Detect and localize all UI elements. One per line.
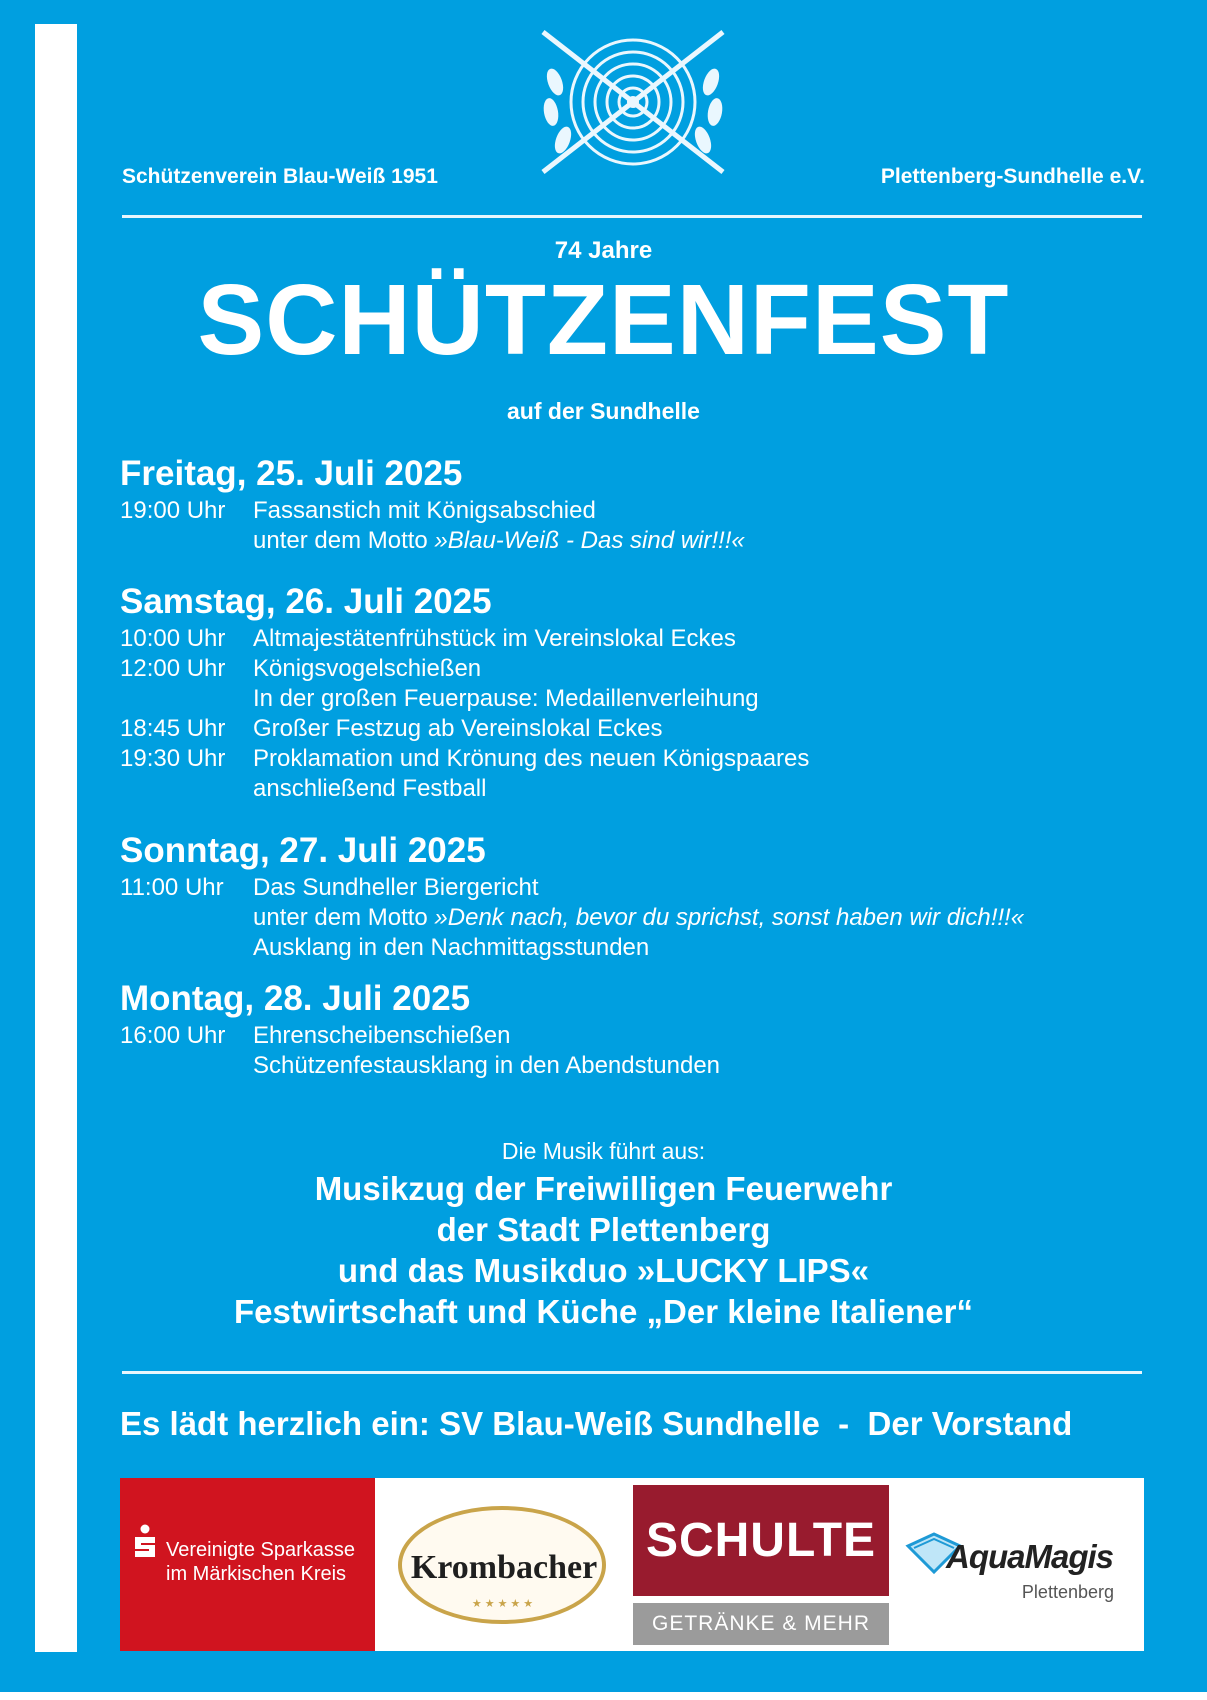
event-row [120,774,809,804]
event-text: Ehrenscheibenschießen [253,1022,511,1049]
shooting-emblem-icon [533,22,733,182]
event-row [120,1051,720,1081]
event-time [120,774,253,804]
krombacher-stars: ★★★★★ [471,1598,537,1610]
event-text: Das Sundheller Biergericht [253,874,539,901]
event-time: 11:00 Uhr [120,874,224,901]
event-text: Altmajestätenfrühstück im Vereinslokal Eckes [253,625,736,652]
event-row [120,714,809,744]
event-time: 10:00 Uhr [120,625,226,652]
day-title: Samstag, 26. Juli 2025 [120,582,492,621]
event-time [120,526,253,556]
sparkasse-line2: im Märkischen Kreis [166,1563,347,1585]
day-sunday [120,831,1024,963]
invitation: Es lädt herzlich ein: SV Blau-Weiß Sundhelle - Der Vorstand [120,1405,1073,1442]
event-row [120,873,1024,903]
event-row [120,624,809,654]
event-text: Fassanstich mit Königsabschied [253,497,596,524]
event-text: Schützenfestausklang in den Abendstunden [253,1052,721,1079]
day-monday [120,979,720,1081]
music-line: und das Musikduo »LUCKY LIPS« [337,1252,870,1289]
schulte-name: SCHULTE [633,1485,889,1596]
day-title: Montag, 28. Juli 2025 [120,979,471,1018]
event-time [120,933,253,963]
music-line: Festwirtschaft und Küche „Der kleine Italiener“ [233,1293,974,1330]
schulte-tagline: GETRÄNKE & MEHR [633,1603,889,1645]
event-time: 19:30 Uhr [120,745,226,772]
event-time: 12:00 Uhr [120,655,226,682]
sparkasse-line1: Vereinigte Sparkasse [166,1539,356,1561]
event-time [120,1051,253,1081]
event-time: 18:45 Uhr [120,715,226,742]
event-text: unter dem Motto [253,527,435,554]
sparkasse-logo-icon [132,1524,158,1560]
event-text: Großer Festzug ab Vereinslokal Eckes [253,715,663,742]
event-row [120,933,1024,963]
event-row [120,654,809,684]
bottom-divider [122,1371,1142,1374]
event-time: 16:00 Uhr [120,1022,226,1049]
event-text: anschließend Festball [253,775,487,802]
event-text: Ausklang in den Nachmittagsstunden [253,934,650,961]
club-location: Plettenberg-Sundhelle e.V. [880,165,1145,188]
aquamagis-name: AquaMagis [946,1538,1114,1575]
sponsor-bar [120,1478,1144,1651]
event-time [120,684,253,714]
sponsor-aquamagis [892,1478,1144,1651]
sponsor-sparkasse [120,1478,375,1651]
event-text: unter dem Motto [253,904,435,931]
music-line: der Stadt Plettenberg [436,1211,771,1248]
music-block [0,1168,1207,1332]
day-title: Sonntag, 27. Juli 2025 [120,831,486,870]
event-row [120,684,809,714]
event-text: In der großen Feuerpause: Medaillenverleihung [253,685,759,712]
krombacher-name: Krombacher [410,1549,598,1586]
event-row [120,496,745,526]
anniversary-label: 74 Jahre [554,237,653,264]
event-motto: »Blau-Weiß - Das sind wir!!!« [434,527,745,554]
music-line: Musikzug der Freiwilligen Feuerwehr [314,1170,893,1207]
event-row [120,1021,720,1051]
event-text: Königsvogelschießen [253,655,482,682]
club-name: Schützenverein Blau-Weiß 1951 [122,165,438,188]
page-title: SCHÜTZENFEST [197,264,1010,376]
day-friday [120,454,745,556]
day-title: Freitag, 25. Juli 2025 [120,454,463,493]
event-text: Proklamation und Krönung des neuen Königspaares [253,745,810,772]
music-intro: Die Musik führt aus: [501,1138,706,1164]
sponsor-krombacher [378,1478,630,1651]
sponsor-schulte [633,1478,889,1651]
event-row [120,744,809,774]
event-row [120,903,1024,933]
day-saturday [120,582,809,804]
top-divider [122,215,1142,218]
aquamagis-city: Plettenberg [1021,1582,1114,1602]
event-motto: »Denk nach, bevor du sprichst, sonst haben wir dich!!!« [434,904,1025,931]
subtitle: auf der Sundhelle [507,398,700,424]
event-time [120,903,253,933]
event-row [120,526,745,556]
event-time: 19:00 Uhr [120,497,226,524]
